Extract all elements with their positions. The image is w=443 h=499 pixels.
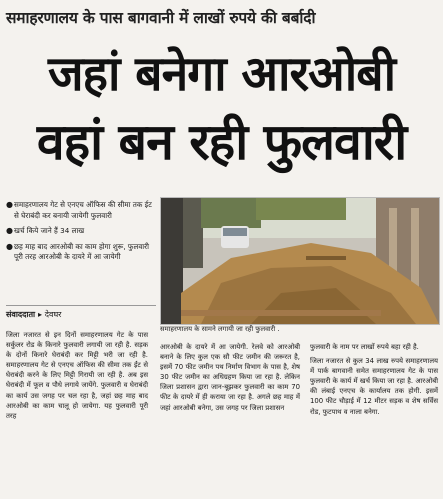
news-photo — [160, 197, 440, 325]
byline — [6, 305, 156, 320]
byline-place: देवघर — [44, 310, 62, 319]
highlight-text: छह माह बाद आरओबी का काम होगा शुरू, फुलवारी पूरी तरह आरओबी के दायरे में आ जायेगी — [14, 241, 149, 261]
headline-line-1: जहां बनेगा आरओबी — [47, 46, 396, 102]
bullet-icon: ● — [6, 200, 13, 209]
kicker-headline: समाहरणालय के पास बागवानी में लाखों रुपये की बर्बादी — [6, 9, 316, 27]
highlight-item — [6, 242, 156, 263]
bullet-icon: ● — [6, 241, 13, 251]
article-paragraph: फुलवारी के नाम पर लाखों रुपये बहा रही है. — [310, 343, 419, 351]
article-column-3 — [310, 342, 438, 421]
pin-icon: ▸ — [37, 310, 42, 319]
article-column-1 — [6, 330, 148, 425]
article-paragraph: जिला नजारत से इन दिनों समाहरणालय गेट के पास सर्कुलर रोड के किनारे फुलवारी लगायी जा रही है. सड़क के दोनों किनारे घेराबंदी कर मिट्टी भरी जा रही है. समाहरणालय गेट से एनएच ऑफिस की सीमा तक ईंट से घेराबंदी करने के लिए मिट्टी गिरायी जा रही है. अब इस घेराबंदी में फूल व पौधे लगाये जायेंगे. फुलवारी व घेराबंदी का कार्य उस जगह पर चल रहा है, जहां छह माह बाद आरओबी का काम चालू हो जायेगा. यह फुलवारी पूरी तरह — [6, 331, 148, 420]
highlight-item — [6, 200, 156, 221]
article-column-2 — [160, 342, 300, 417]
highlight-item — [6, 226, 156, 237]
article-paragraph: आरओबी के दायरे में आ जायेगी. रेलवे को आरओबी बनाने के लिए कुल एक सौ फीट जमीन की जरूरत है, इसमें 70 फीट जमीन पथ निर्माण विभाग के पास है, शेष 30 फीट जमीन का अधिग्रहण किया जा रहा है. लेकिन जिला प्रशासन द्वारा जान-बूझकर फुलवारी का काम 70 फीट के दायरे में ही कराया जा रहा है. अगले छह माह में जहां आरओबी बनेगा, उस जगह पर जिला प्रशासन — [160, 343, 300, 412]
article-paragraph: जिला नजारत से कुल 34 लाख रुपये समाहरणालय में पार्क बागवानी समेत समाहरणालय गेट के पास फुलवारी के कार्य में खर्च किया जा रहा है. आरओबी की लंबाई एनएच के कार्यालय तक होगी. इसमें 100 फीट चौड़ाई में 12 मीटर सड़क व शेष सर्विस रोड, फुटपाथ व नाला बनेगा. — [310, 357, 438, 416]
highlight-text: समाहरणालय गेट से एनएच ऑफिस की सीमा तक ईट से घेराबंदी कर बनायी जायेगी फुलवारी — [14, 200, 152, 220]
photo-caption: समाहरणालय के सामने लगायी जा रही फुलवारी . — [160, 325, 280, 333]
bullet-icon: ● — [6, 226, 13, 235]
byline-label: संवाददाता — [6, 310, 36, 319]
highlights-list — [6, 200, 156, 268]
news-photo-illustration — [161, 198, 439, 324]
highlight-text: खर्च किये जाने हैं 34 लाख — [14, 226, 85, 235]
headline-line-2: वहां बन रही फुलवारी — [36, 113, 407, 171]
